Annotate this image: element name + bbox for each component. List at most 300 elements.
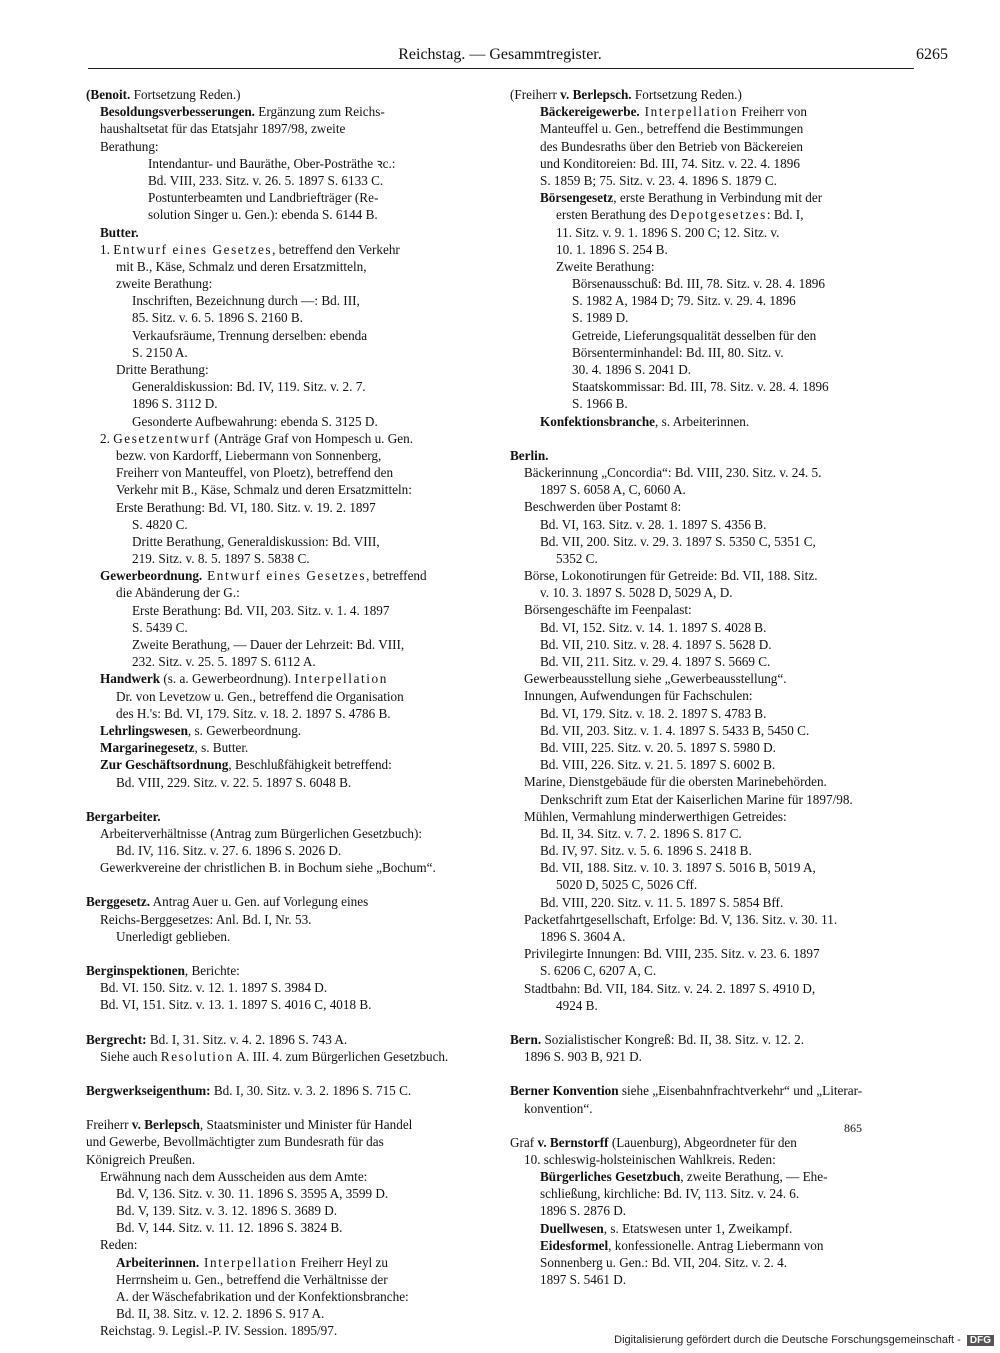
index-text: Verkaufsräume, Trennung derselben: ebenda — [132, 327, 368, 343]
page-header — [0, 46, 1000, 68]
index-text: , s. Butter. — [194, 740, 249, 756]
index-keyword: Bäckereigewerbe. — [540, 104, 640, 120]
index-text: Herrnsheim u. Gen., betreffend die Verhältnisse der — [116, 1271, 388, 1287]
index-text: Bd. VI, 163. Sitz. v. 28. 1. 1897 S. 4356 B. — [540, 516, 767, 532]
index-line — [86, 1254, 492, 1271]
index-text: Bd. V, 144. Sitz. v. 11. 12. 1896 S. 3824 B. — [116, 1220, 343, 1236]
index-line — [86, 1082, 492, 1099]
index-text: Dritte Berathung: — [116, 362, 209, 377]
index-line — [86, 979, 492, 996]
index-line — [510, 1271, 916, 1288]
index-line — [510, 344, 916, 361]
entry-gap — [86, 1014, 492, 1031]
index-text: ersten Berathung des — [556, 207, 670, 223]
index-line — [510, 206, 916, 223]
index-text: 11. Sitz. v. 9. 1. 1896 S. 200 C; 12. Sitz. v. — [556, 224, 780, 240]
index-text: und Konditoreien: Bd. III, 74. Sitz. v. 22. 4. 1896 — [540, 155, 800, 171]
index-line — [86, 189, 492, 206]
index-text: : Bd. I, — [766, 207, 804, 223]
index-line — [510, 292, 916, 309]
index-line — [86, 172, 492, 189]
header-rule — [88, 68, 914, 69]
index-text: S. 2150 A. — [132, 344, 188, 360]
index-text: , betreffend — [366, 568, 427, 584]
index-line — [510, 1134, 916, 1151]
index-text: Zweite Berathung: — [556, 258, 655, 274]
index-line — [86, 619, 492, 636]
index-text: , erste Berathung in Verbindung mit der — [613, 190, 823, 206]
index-line — [510, 189, 916, 206]
index-line — [86, 1236, 492, 1253]
index-line — [86, 774, 492, 791]
index-line — [86, 395, 492, 412]
index-text: Interpellation — [199, 1254, 298, 1270]
index-line — [86, 224, 492, 241]
index-text: , s. Gewerbeordnung. — [187, 722, 302, 738]
index-text: Staatskommissar: Bd. III, 78. Sitz. v. 28. 4. 1896 — [572, 379, 829, 395]
index-line — [86, 103, 492, 120]
index-text: S. 1859 B; 75. Sitz. v. 23. 4. 1896 S. 1879 C. — [540, 172, 777, 188]
index-keyword: Konfektionsbranche — [540, 413, 656, 429]
index-line — [86, 962, 492, 979]
index-text: 232. Sitz. v. 25. 5. 1897 S. 6112 A. — [132, 654, 316, 670]
index-text: Bd. VIII, 226. Sitz. v. 21. 5. 1897 S. 6002 B. — [540, 757, 776, 773]
index-line — [510, 361, 916, 378]
index-keyword: Butter. — [100, 224, 139, 240]
index-text: (Anträge Graf von Hompesch u. Gen. — [210, 430, 414, 446]
index-line — [86, 1219, 492, 1236]
index-text: v. 10. 3. 1897 S. 5028 D, 5029 A, D. — [540, 585, 733, 601]
index-line — [86, 1133, 492, 1150]
index-line — [510, 1220, 916, 1237]
entry-gap — [86, 1099, 492, 1116]
index-text: Depotgesetzes — [669, 207, 767, 223]
index-line — [86, 1048, 492, 1065]
index-text: Interpellation — [639, 104, 739, 120]
index-line — [86, 344, 492, 361]
index-line — [86, 1031, 492, 1048]
index-line — [510, 773, 916, 790]
index-text: 1. — [100, 241, 114, 257]
index-text: Freiherr von Manteuffel, von Ploetz), betreffend den — [116, 465, 394, 481]
index-line — [510, 413, 916, 430]
index-keyword: Lehrlingswesen — [100, 722, 188, 738]
index-line — [510, 687, 916, 704]
index-line — [86, 550, 492, 567]
index-text: Börse, Lokonotirungen für Getreide: Bd. VII, 188. Sitz. — [524, 568, 818, 584]
index-text: Bäckerinnung „Concordia“: Bd. VIII, 230. Sitz. v. 24. 5. — [524, 464, 822, 480]
index-line — [86, 808, 492, 825]
index-line — [86, 705, 492, 722]
index-line — [86, 241, 492, 258]
index-line — [86, 602, 492, 619]
index-line — [510, 1048, 916, 1065]
index-line — [510, 378, 916, 395]
right-column — [510, 86, 916, 1288]
index-text: Erwähnung nach dem Ausscheiden aus dem Amte: — [100, 1168, 368, 1184]
index-line — [510, 172, 916, 189]
index-text: Dr. von Levetzow u. Gen., betreffend die Organisation — [116, 688, 404, 704]
index-text: Bd. VII, 200. Sitz. v. 29. 3. 1897 S. 5350 C, 5351 C, — [540, 533, 816, 549]
index-text: 5352 C. — [556, 550, 598, 566]
index-line — [510, 859, 916, 876]
index-keyword: Bergarbeiter. — [86, 808, 161, 824]
index-text: Bd. VII, 203. Sitz. v. 1. 4. 1897 S. 5433 B, 5450 C. — [540, 722, 810, 738]
index-text: Bd. VI, 152. Sitz. v. 14. 1. 1897 S. 4028 B. — [540, 619, 767, 635]
index-line — [86, 120, 492, 137]
index-line — [86, 464, 492, 481]
entry-gap — [86, 876, 492, 893]
index-text: Bd. VIII, 225. Sitz. v. 20. 5. 1897 S. 5980 D. — [540, 739, 776, 755]
index-line — [510, 1082, 916, 1099]
index-line — [86, 138, 492, 155]
index-text: Privilegirte Innungen: Bd. VIII, 235. Sitz. v. 23. 6. 1897 — [524, 946, 820, 962]
index-text: Börsengeschäfte im Feenpalast: — [524, 602, 692, 618]
index-line — [510, 516, 916, 533]
entry-gap — [510, 1065, 916, 1082]
index-text: Zweite Berathung, — Dauer der Lehrzeit: Bd. VIII, — [132, 637, 405, 652]
index-line — [510, 997, 916, 1014]
index-text: , Beschlußfähigkeit betreffend: — [228, 757, 392, 773]
index-text: Generaldiskussion: Bd. IV, 119. Sitz. v. 2. 7. — [132, 379, 366, 395]
index-text: des H.'s: Bd. VI, 179. Sitz. v. 18. 2. 1897 S. 4786 B. — [116, 705, 391, 721]
index-line — [510, 241, 916, 258]
index-text: Arbeiterverhältnisse (Antrag zum Bürgerlichen Gesetzbuch): — [100, 825, 422, 841]
index-line — [86, 481, 492, 498]
index-text: Erste Berathung: Bd. VI, 180. Sitz. v. 19. 2. 1897 — [116, 499, 376, 515]
index-text: konvention“. — [524, 1100, 593, 1116]
index-line — [510, 980, 916, 997]
index-text: Verkehr mit B., Käse, Schmalz und deren Ersatzmitteln: — [116, 482, 412, 498]
index-text: des Bundesraths über den Betrieb von Bäckereien — [540, 138, 803, 154]
index-text: Bd. VII, 211. Sitz. v. 29. 4. 1897 S. 5669 C. — [540, 654, 771, 669]
index-text: Dritte Berathung, Generaldiskussion: Bd. VIII, — [132, 533, 380, 549]
dfg-credit — [614, 1334, 994, 1346]
index-line — [510, 464, 916, 481]
index-line — [510, 550, 916, 567]
index-text: 1896 S. 3604 A. — [540, 929, 626, 944]
index-line — [86, 275, 492, 292]
index-line — [510, 1254, 916, 1271]
index-text: Bd. VII, 188. Sitz. v. 10. 3. 1897 S. 5016 B, 5019 A, — [540, 860, 816, 876]
index-line — [86, 756, 492, 773]
index-keyword: Eidesformel — [540, 1237, 609, 1253]
index-text: Denkschrift zum Etat der Kaiserlichen Marine für 1897/98. — [540, 791, 853, 807]
index-text: Entwurf eines Gesetzes — [113, 241, 273, 257]
index-text: 1896 S. 3112 D. — [132, 396, 218, 412]
index-text: S. 1966 B. — [572, 396, 628, 412]
index-line — [86, 893, 492, 910]
index-text: , zweite Berathung, — Ehe- — [680, 1169, 828, 1185]
index-keyword: v. Bernstorff — [537, 1134, 609, 1150]
index-text: Fortsetzung Reden.) — [631, 87, 742, 102]
index-text: Intendantur- und Bauräthe, Ober-Posträthe ꝛc.: — [148, 155, 396, 171]
index-text: Bd. IV, 116. Sitz. v. 27. 6. 1896 S. 2026 D. — [116, 843, 342, 859]
index-text: Graf — [510, 1134, 538, 1150]
index-keyword: Berginspektionen — [86, 963, 185, 978]
index-line — [86, 842, 492, 859]
index-text: Bd. I, 31. Sitz. v. 4. 2. 1896 S. 743 A. — [146, 1031, 348, 1047]
index-text: Erste Berathung: Bd. VII, 203. Sitz. v. 1. 4. 1897 — [132, 602, 390, 618]
index-line — [86, 1185, 492, 1202]
index-line — [510, 825, 916, 842]
index-text: Freiherr — [86, 1117, 132, 1133]
index-line — [510, 1237, 916, 1254]
index-line — [86, 447, 492, 464]
index-line — [86, 1288, 492, 1305]
index-text: Gewerbeausstellung siehe „Gewerbeausstellung“. — [524, 671, 787, 687]
index-line — [510, 86, 916, 103]
index-text: schließung, kirchliche: Bd. IV, 113. Sitz. v. 24. 6. — [540, 1186, 800, 1202]
index-text: , betreffend den Verkehr — [272, 241, 400, 257]
index-keyword: Gewerbeordnung. — [100, 568, 203, 584]
index-text: 1896 S. 2876 D. — [540, 1203, 627, 1219]
index-line — [86, 670, 492, 687]
index-keyword: (Benoit. — [86, 87, 131, 102]
index-line — [510, 567, 916, 584]
index-text: Interpellation — [294, 671, 388, 687]
index-text: bezw. von Kardorff, Liebermann von Sonnenberg, — [116, 447, 382, 463]
index-text: und Gewerbe, Bevollmächtigter zum Bundesrath für das — [86, 1134, 384, 1150]
index-line — [510, 155, 916, 172]
index-text: 1897 S. 5461 D. — [540, 1272, 627, 1288]
index-keyword: Handwerk — [100, 671, 161, 687]
index-text: Freiherr Heyl zu — [297, 1254, 388, 1270]
index-text: Börsenterminhandel: Bd. III, 80. Sitz. v. — [572, 344, 784, 360]
index-line — [86, 1271, 492, 1288]
index-text: Börsenausschuß: Bd. III, 78. Sitz. v. 28. 4. 1896 — [572, 276, 825, 292]
index-text: Mühlen, Vermahlung minderwerthigen Getreides: — [524, 808, 787, 824]
index-text: 1896 S. 903 B, 921 D. — [524, 1049, 642, 1065]
index-line — [86, 378, 492, 395]
index-line — [510, 842, 916, 859]
index-line — [510, 1185, 916, 1202]
index-keyword: v. Berlepsch. — [560, 87, 632, 102]
index-line — [510, 894, 916, 911]
index-line — [510, 1100, 916, 1117]
index-line — [86, 327, 492, 344]
index-line — [510, 309, 916, 326]
index-line — [86, 155, 492, 172]
index-keyword: Zur Geschäftsordnung — [100, 757, 229, 773]
index-text: Ergänzung zum Reichs- — [254, 104, 385, 120]
index-keyword: v. Berlepsch — [131, 1117, 200, 1133]
page-foot-number: 865 — [844, 1121, 862, 1135]
index-text: Siehe auch — [100, 1048, 161, 1064]
index-text: Reden: — [100, 1237, 138, 1253]
index-text: Bd. VI, 179. Sitz. v. 18. 2. 1897 S. 4783 B. — [540, 705, 767, 721]
index-text: 2. — [100, 430, 114, 446]
index-text: Marine, Dienstgebäude für die obersten Marinebehörden. — [524, 774, 827, 790]
index-keyword: Berlin. — [510, 447, 549, 463]
index-line — [510, 670, 916, 687]
index-text: Stadtbahn: Bd. VII, 184. Sitz. v. 24. 2. 1897 S. 4910 D, — [524, 980, 816, 996]
index-text: A. III. 4. zum Bürgerlichen Gesetzbuch. — [233, 1048, 449, 1064]
left-column — [86, 86, 492, 1340]
index-line — [86, 413, 492, 430]
index-text: , Staatsminister und Minister für Handel — [199, 1117, 413, 1133]
index-line — [86, 567, 492, 584]
index-text: Bd. IV, 97. Sitz. v. 5. 6. 1896 S. 2418 B. — [540, 843, 752, 859]
index-text: zweite Berathung: — [116, 276, 213, 292]
index-line — [86, 722, 492, 739]
index-text: Bd. VIII, 229. Sitz. v. 22. 5. 1897 S. 6048 B. — [116, 774, 352, 790]
index-keyword: Arbeiterinnen. — [116, 1254, 200, 1270]
index-text: Postunterbeamten und Landbriefträger (Re- — [148, 190, 379, 206]
index-line — [510, 705, 916, 722]
index-text: Bd. II, 34. Sitz. v. 7. 2. 1896 S. 817 C. — [540, 825, 742, 841]
index-text: Sonnenberg u. Gen.: Bd. VII, 204. Sitz. v. 2. 4. — [540, 1255, 788, 1270]
index-text: Reichs-Berggesetzes: Anl. Bd. I, Nr. 53. — [100, 911, 312, 927]
index-text: , s. Etatswesen unter 1, Zweikampf. — [603, 1220, 793, 1236]
index-text: Bd. VIII, 233. Sitz. v. 26. 5. 1897 S. 6133 C. — [148, 172, 384, 188]
index-text: S. 1982 A, 1984 D; 79. Sitz. v. 29. 4. 1896 — [572, 293, 796, 309]
index-text: (Freiherr — [510, 87, 561, 102]
index-line — [510, 481, 916, 498]
index-line — [510, 876, 916, 893]
index-text: 10. 1. 1896 S. 254 B. — [556, 241, 668, 257]
index-line — [86, 825, 492, 842]
index-line — [510, 739, 916, 756]
index-text: Inschriften, Bezeichnung durch —: Bd. III, — [132, 293, 360, 309]
page-number: 6265 — [916, 46, 948, 63]
index-line — [510, 636, 916, 653]
index-text: A. der Wäschefabrikation und der Konfektionsbranche: — [116, 1289, 409, 1304]
index-line — [86, 206, 492, 223]
index-text: Bd. VIII, 220. Sitz. v. 11. 5. 1897 S. 5854 Bff. — [540, 894, 784, 910]
index-line — [510, 808, 916, 825]
index-keyword: Bergrecht: — [86, 1031, 147, 1047]
index-text: (s. a. Gewerbeordnung). — [160, 671, 295, 687]
index-text: , s. Arbeiterinnen. — [655, 413, 750, 429]
index-text: Bd. V, 136. Sitz. v. 30. 11. 1896 S. 3595 A, 3599 D. — [116, 1185, 389, 1201]
index-text: Unerledigt geblieben. — [116, 928, 231, 944]
index-keyword: Besoldungsverbesserungen. — [100, 104, 255, 120]
index-line — [86, 1322, 492, 1339]
index-text: Bd. VII, 210. Sitz. v. 28. 4. 1897 S. 5628 D. — [540, 636, 772, 652]
index-line — [86, 996, 492, 1013]
index-line — [510, 722, 916, 739]
index-line — [510, 258, 916, 275]
index-text: Königreich Preußen. — [86, 1151, 196, 1167]
index-text: Fortsetzung Reden.) — [130, 87, 241, 102]
index-line — [510, 601, 916, 618]
index-line — [510, 911, 916, 928]
index-text: Antrag Auer u. Gen. auf Vorlegung eines — [150, 894, 369, 910]
index-line — [86, 516, 492, 533]
index-line — [86, 739, 492, 756]
index-text: S. 6206 C, 6207 A, C. — [540, 963, 657, 979]
entry-gap — [86, 791, 492, 808]
index-line — [510, 928, 916, 945]
index-line — [510, 120, 916, 137]
entry-gap — [86, 945, 492, 962]
index-text: Bd. V, 139. Sitz. v. 3. 12. 1896 S. 3689 D. — [116, 1203, 338, 1219]
index-text: Resolution — [160, 1048, 234, 1064]
index-keyword: Berggesetz. — [86, 894, 151, 910]
index-line — [510, 1202, 916, 1219]
index-line — [510, 138, 916, 155]
index-keyword: Margarinegesetz — [100, 740, 195, 756]
index-line — [86, 584, 492, 601]
index-text: 10. schleswig-holsteinischen Wahlkreis. Reden: — [524, 1151, 776, 1167]
index-line — [510, 395, 916, 412]
index-line — [510, 327, 916, 344]
index-line — [510, 224, 916, 241]
index-text: siehe „Eisenbahnfrachtverkehr“ und „Literar- — [618, 1083, 863, 1099]
index-line — [510, 756, 916, 773]
index-line — [86, 1151, 492, 1168]
index-line — [510, 1031, 916, 1048]
running-title: Reichstag. — Gesammtregister. — [398, 46, 602, 63]
index-line — [510, 533, 916, 550]
index-text: Berathung: — [100, 138, 159, 154]
index-text: Gewerkvereine der christlichen B. in Bochum siehe „Bochum“. — [100, 860, 436, 876]
index-line — [510, 962, 916, 979]
index-line — [86, 859, 492, 876]
index-line — [86, 292, 492, 309]
index-text: 85. Sitz. v. 6. 5. 1896 S. 2160 B. — [132, 310, 303, 326]
index-text: 4924 B. — [556, 997, 598, 1013]
entry-gap — [510, 430, 916, 447]
index-text: 219. Sitz. v. 8. 5. 1897 S. 5838 C. — [132, 551, 310, 567]
index-line — [86, 86, 492, 103]
index-text: Freiherr von — [738, 104, 807, 120]
index-line — [510, 1151, 916, 1168]
index-text: Entwurf eines Gesetzes — [202, 568, 367, 584]
entry-gap — [86, 1065, 492, 1082]
dfg-logo: DFG — [967, 1335, 994, 1346]
index-text: , Berichte: — [184, 963, 240, 978]
index-text: die Abänderung der G.: — [116, 585, 240, 601]
index-line — [510, 619, 916, 636]
index-line — [86, 1116, 492, 1133]
index-line — [86, 928, 492, 945]
index-text: S. 5439 C. — [132, 619, 188, 635]
index-line — [86, 533, 492, 550]
index-line — [510, 791, 916, 808]
index-text: (Lauenburg), Abgeordneter für den — [608, 1134, 797, 1150]
index-keyword: Börsengesetz — [540, 190, 614, 206]
index-keyword: Bern. — [510, 1031, 542, 1047]
index-line — [510, 584, 916, 601]
index-text: Gesetzentwurf — [113, 430, 211, 446]
dfg-credit-text: Digitalisierung gefördert durch die Deutsche Forschungsgemeinschaft - — [614, 1334, 961, 1346]
index-text: , konfessionelle. Antrag Liebermann von — [608, 1237, 824, 1253]
index-text: Bd. VI, 151. Sitz. v. 13. 1. 1897 S. 4016 C, 4018 B. — [100, 997, 372, 1013]
index-text: Innungen, Aufwendungen für Fachschulen: — [524, 688, 753, 704]
index-line — [86, 430, 492, 447]
index-keyword: Bürgerliches Gesetzbuch — [540, 1169, 681, 1185]
index-line — [86, 499, 492, 516]
index-line — [86, 911, 492, 928]
index-text: Sozialistischer Kongreß: Bd. II, 38. Sitz. v. 12. 2. — [541, 1031, 805, 1047]
index-text: S. 4820 C. — [132, 516, 188, 532]
index-text: Bd. VI. 150. Sitz. v. 12. 1. 1897 S. 3984 D. — [100, 980, 328, 996]
index-text: Bd. II, 38. Sitz. v. 12. 2. 1896 S. 917 A. — [116, 1306, 325, 1322]
index-line — [510, 498, 916, 515]
index-line — [510, 447, 916, 464]
index-text: Packetfahrtgesellschaft, Erfolge: Bd. V, 136. Sitz. v. 30. 11. — [524, 911, 838, 927]
index-text: Reichstag. 9. Legisl.-P. IV. Session. 1895/97. — [100, 1323, 338, 1339]
index-text: 30. 4. 1896 S. 2041 D. — [572, 362, 692, 377]
index-line — [86, 636, 492, 653]
index-line — [86, 653, 492, 670]
index-text: solution Singer u. Gen.): ebenda S. 6144 B. — [148, 207, 378, 223]
index-line — [86, 258, 492, 275]
index-keyword: Duellwesen — [540, 1220, 604, 1236]
index-text: Getreide, Lieferungsqualität desselben für den — [572, 327, 817, 343]
